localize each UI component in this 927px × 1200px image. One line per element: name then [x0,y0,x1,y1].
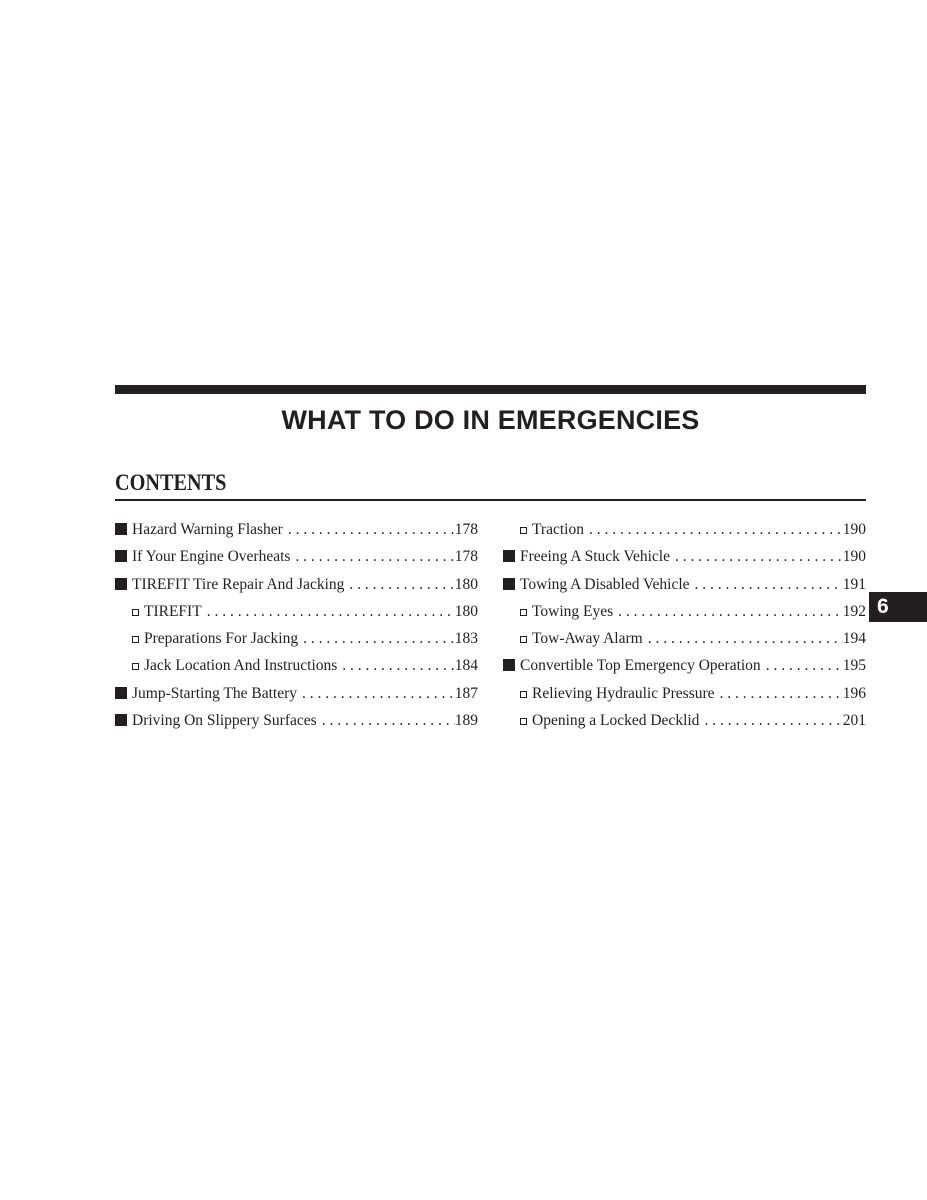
toc-entry [503,598,866,625]
toc-entry [503,707,866,734]
contents-divider [115,499,866,501]
toc-entry-page-number: 178 [454,521,478,538]
toc-entry-page-number: 184 [454,657,478,675]
toc-entry-page-number: 196 [842,684,866,702]
toc-entry-page-number: 195 [842,657,866,675]
toc-entry-page-number: 191 [842,575,866,593]
toc-entry [503,652,866,679]
dot-leader [202,598,455,625]
toc-entry-page-number: 190 [842,548,866,566]
toc-entry [503,543,866,570]
toc-entry-page-number: 178 [454,548,478,566]
toc-entry-page-number: 189 [454,712,478,730]
toc-entry-page-number: 194 [842,630,866,648]
dot-leader [298,625,455,652]
hollow-square-bullet-icon [520,527,527,534]
toc-entry-label: Hazard Warning Flasher [132,521,283,538]
dot-leader [761,652,843,679]
toc-entry [115,543,478,570]
toc-entry [503,516,866,543]
toc-entry-label: Preparations For Jacking [144,630,299,648]
chapter-tab-marker: 6 [869,592,927,622]
toc-entry-label: Opening a Locked Decklid [532,712,700,730]
toc-entry-label: Driving On Slippery Surfaces [132,712,317,730]
toc-entry-label: Towing A Disabled Vehicle [520,575,690,593]
hollow-square-bullet-icon [520,718,527,725]
toc-right-column [503,516,866,734]
toc-entry [115,652,478,679]
toc-entry-page-number: 180 [454,602,478,620]
toc-entry [115,516,478,543]
dot-leader [344,571,454,598]
toc-entry [115,571,478,598]
dot-leader [699,707,842,734]
dot-leader [613,598,843,625]
toc-entry [503,625,866,652]
toc-entry-label: Towing Eyes [532,602,614,620]
hollow-square-bullet-icon [132,636,139,643]
solid-square-bullet-icon [115,523,127,535]
toc-entry-page-number: 180 [454,575,478,593]
dot-leader [290,543,454,570]
toc-entry-label: Convertible Top Emergency Operation [520,657,761,675]
toc-entry-page-number: 192 [842,602,866,620]
solid-square-bullet-icon [115,714,127,726]
hollow-square-bullet-icon [520,609,527,616]
dot-leader [283,516,455,543]
toc-entry-label: Freeing A Stuck Vehicle [520,548,670,566]
solid-square-bullet-icon [115,550,127,562]
toc-entry-label: Jump-Starting The Battery [132,684,298,702]
solid-square-bullet-icon [115,687,127,699]
toc-entry-label: If Your Engine Overheats [132,548,291,566]
toc-entry [115,598,478,625]
toc-entry-page-number: 183 [454,630,478,648]
toc-entry-label: Tow-Away Alarm [532,630,643,648]
toc-entry-page-number: 201 [842,712,866,730]
hollow-square-bullet-icon [520,691,527,698]
hollow-square-bullet-icon [520,636,527,643]
toc-entry [115,680,478,707]
dot-leader [337,652,454,679]
toc-entry-label: Jack Location And Instructions [144,657,338,675]
hollow-square-bullet-icon [132,609,139,616]
dot-leader [715,680,843,707]
hollow-square-bullet-icon [132,663,139,670]
toc-entry-page-number: 187 [454,684,478,702]
toc-left-column [115,516,478,734]
dot-leader [297,680,455,707]
dot-leader [317,707,455,734]
toc-entry [115,707,478,734]
solid-square-bullet-icon [503,578,515,590]
toc-entry [115,625,478,652]
toc-entry [503,680,866,707]
toc-entry-label: Traction [532,521,584,538]
solid-square-bullet-icon [503,550,515,562]
chapter-title: WHAT TO DO IN EMERGENCIES [281,405,700,435]
toc-entry-label: TIREFIT Tire Repair And Jacking [132,575,345,593]
dot-leader [670,543,843,570]
toc-entry-label: TIREFIT [144,602,202,620]
contents-heading: CONTENTS [115,470,227,495]
dot-leader [584,516,843,543]
toc-entry-page-number: 190 [842,521,866,538]
toc-entry-label: Relieving Hydraulic Pressure [532,684,715,702]
dot-leader [643,625,843,652]
dot-leader [690,571,843,598]
solid-square-bullet-icon [115,578,127,590]
solid-square-bullet-icon [503,659,515,671]
toc-entry [503,571,866,598]
chapter-top-rule [115,385,866,394]
